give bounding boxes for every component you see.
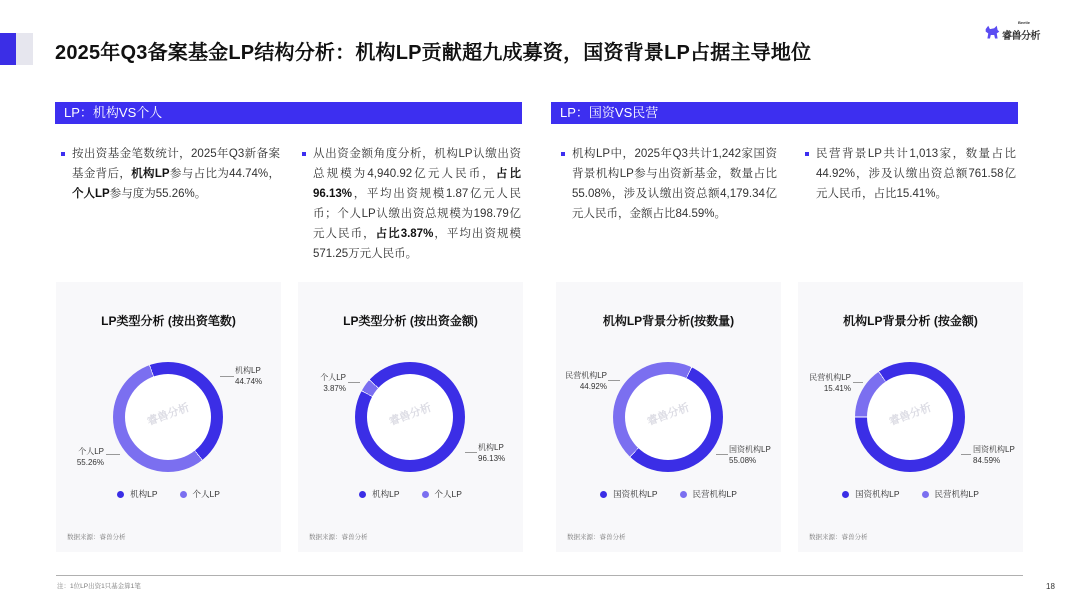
data-label: 机构LP 44.74% [235,366,263,386]
legend-item: 民营机构LP [922,488,979,500]
leader-line [106,454,120,455]
chart-title: 机构LP背景分析(按数量) [602,314,735,328]
section-header-state-vs-private: LP：国资VS民营 [551,102,1018,124]
leader-line [348,382,360,383]
legend-item: 个人LP [422,488,462,500]
chart-card-lp-type-count [56,282,281,552]
chart-title: LP类型分析 (按出资金额) [343,314,478,328]
leader-line [220,376,234,377]
bullet-text-state-lp: 机构LP中，2025年Q3共计1,242家国资背景机构LP参与出资新基金，数量占比55.08%，涉及认缴出资总额4,179.34亿元人民币，金额占比84.59%。 [572,144,777,224]
legend-dot-icon [117,491,124,498]
data-label: 个人LP 55.26% [76,447,104,467]
chart-legend [298,488,523,500]
legend-item: 机构LP [117,488,157,500]
chart-legend [798,488,1023,500]
legend-dot-icon [180,491,187,498]
data-source: 数据来源：睿兽分析 [67,534,126,541]
data-source: 数据来源：睿兽分析 [567,534,626,541]
footnote: 注：1位LP出资1只基金算1笔 [57,583,141,590]
legend-dot-icon [842,491,849,498]
legend-item: 个人LP [180,488,220,500]
donut-chart [113,362,223,472]
watermark: 睿兽分析 [887,401,934,429]
data-source: 数据来源：睿兽分析 [309,534,368,541]
chart-card-background-count [556,282,781,552]
data-label: 机构LP 96.13% [478,443,506,463]
legend-dot-icon [680,491,687,498]
data-label: 个人LP 3.87% [320,373,346,393]
bullet-marker [805,152,809,156]
legend-item: 国资机构LP [842,488,899,500]
donut-chart [613,362,723,472]
donut-chart [355,362,465,472]
data-label: 国资机构LP 84.59% [973,445,1015,465]
bullet-marker [61,152,65,156]
bullet-marker [302,152,306,156]
legend-dot-icon [359,491,366,498]
leader-line [961,454,971,455]
logo-text: 睿兽分析 [1002,31,1040,42]
donut-chart [855,362,965,472]
leader-line [716,454,728,455]
accent-bar [0,33,16,65]
leader-line [853,382,863,383]
leader-line [608,380,620,381]
logo-subtext: Beetle [1018,20,1031,25]
watermark: 睿兽分析 [145,401,192,429]
legend-dot-icon [922,491,929,498]
data-label: 民营机构LP 15.41% [809,373,851,393]
legend-dot-icon [600,491,607,498]
legend-item: 机构LP [359,488,399,500]
data-label: 民营机构LP 44.92% [565,371,607,391]
watermark: 睿兽分析 [645,401,692,429]
chart-legend [556,488,781,500]
legend-item: 国资机构LP [600,488,657,500]
footer-divider [56,575,1023,576]
bullet-text-count: 按出资基金笔数统计，2025年Q3新备案基金背后，机构LP参与占比为44.74%，个人LP参与度为55.26%。 [72,144,280,204]
leader-line [465,452,477,453]
legend-dot-icon [422,491,429,498]
watermark: 睿兽分析 [387,401,434,429]
beast-logo-icon [984,24,1001,41]
brand-logo [984,20,1040,44]
page-title: 2025年Q3备案基金LP结构分析：机构LP贡献超九成募资，国资背景LP占据主导地位 [55,42,812,64]
legend-item: 民营机构LP [680,488,737,500]
chart-title: LP类型分析 (按出资笔数) [101,314,236,328]
chart-card-lp-type-amount [298,282,523,552]
chart-card-background-amount [798,282,1023,552]
bullet-text-amount: 从出资金额角度分析，机构LP认缴出资总规模为4,940.92亿元人民币，占比96.13%，平均出资规模1.87亿元人民币；个人LP认缴出资总规模为198.79亿元人民币，占比3.87%，平均出资规模571.25万元人民币。 [313,144,521,264]
accent-bar-light [16,33,33,65]
data-source: 数据来源：睿兽分析 [809,534,868,541]
chart-legend [56,488,281,500]
section-header-institution-vs-individual: LP：机构VS个人 [55,102,522,124]
bullet-text-private-lp: 民营背景LP共计1,013家，数量占比44.92%，涉及认缴出资总额761.58亿元人民币，占比15.41%。 [816,144,1016,204]
data-label: 国资机构LP 55.08% [729,445,771,465]
chart-title: 机构LP背景分析 (按金额) [843,314,978,328]
bullet-marker [561,152,565,156]
page-number: 18 [1046,582,1055,591]
